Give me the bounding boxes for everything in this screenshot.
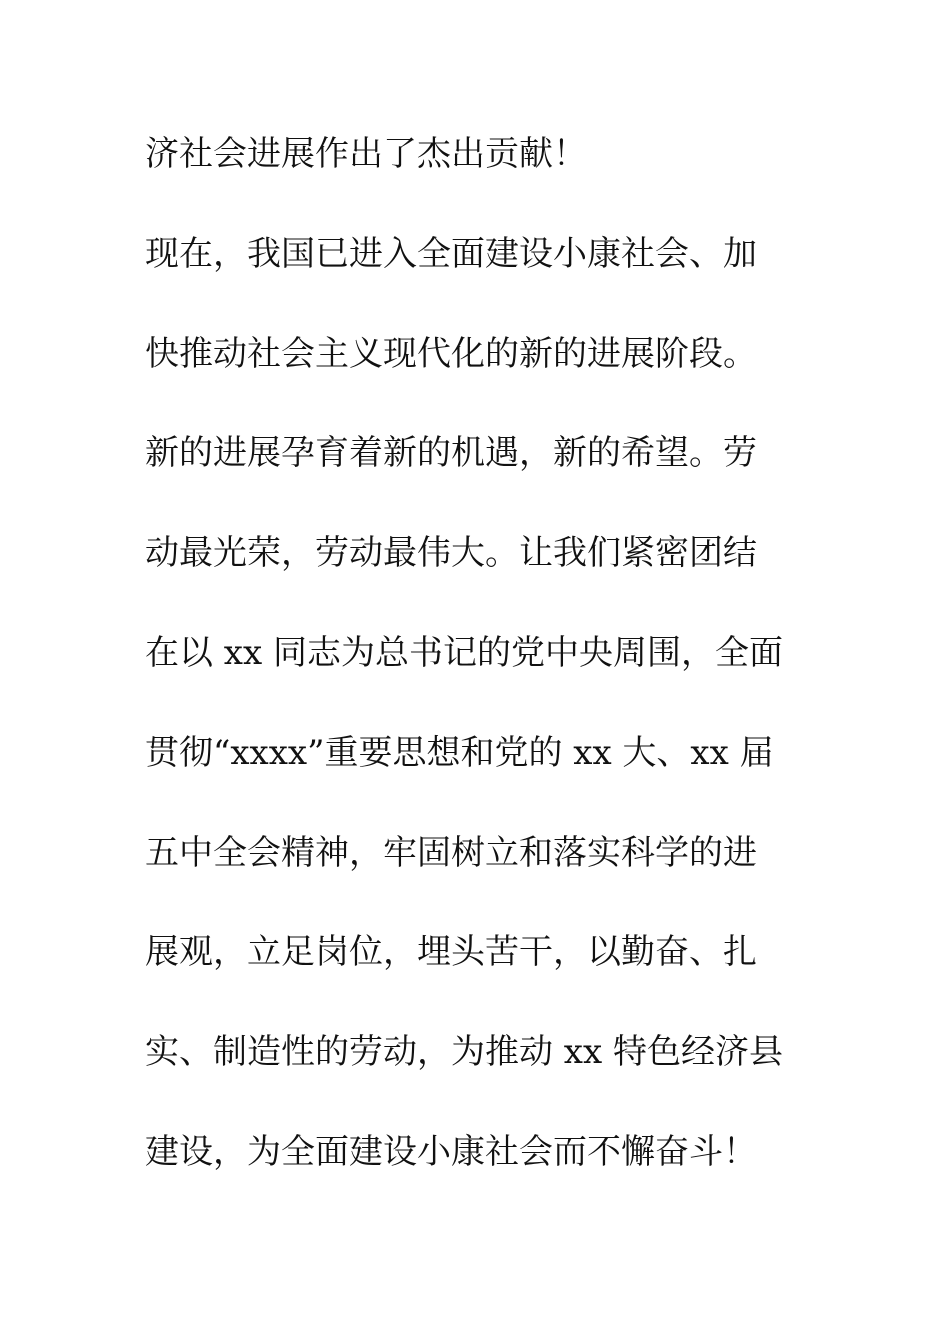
text-line-8: 五中全会精神，牢固树立和落实科学的进: [145, 832, 757, 873]
text-line-9: 展观，立足岗位，埋头苦干，以勤奋、扎: [145, 932, 757, 973]
body-text: [145, 126, 825, 1224]
text-line-7: 贯彻“xxxx”重要思想和党的 xx 大、xx 届: [145, 732, 774, 773]
text-line-2: 现在，我国已进入全面建设小康社会、加: [145, 233, 757, 274]
text-line-5: 动最光荣，劳动最伟大。让我们紧密团结: [145, 533, 757, 574]
text-line-4: 新的进展孕育着新的机遇，新的希望。劳: [145, 433, 757, 474]
text-line-10: 实、制造性的劳动，为推动 xx 特色经济县: [145, 1032, 783, 1073]
text-line-6: 在以 xx 同志为总书记的党中央周围，全面: [145, 632, 783, 673]
text-line-3: 快推动社会主义现代化的新的进展阶段。: [145, 333, 757, 374]
text-line-11: 建设，为全面建设小康社会而不懈奋斗！: [145, 1131, 757, 1172]
text-line-1: 济社会进展作出了杰出贡献！: [145, 134, 587, 174]
